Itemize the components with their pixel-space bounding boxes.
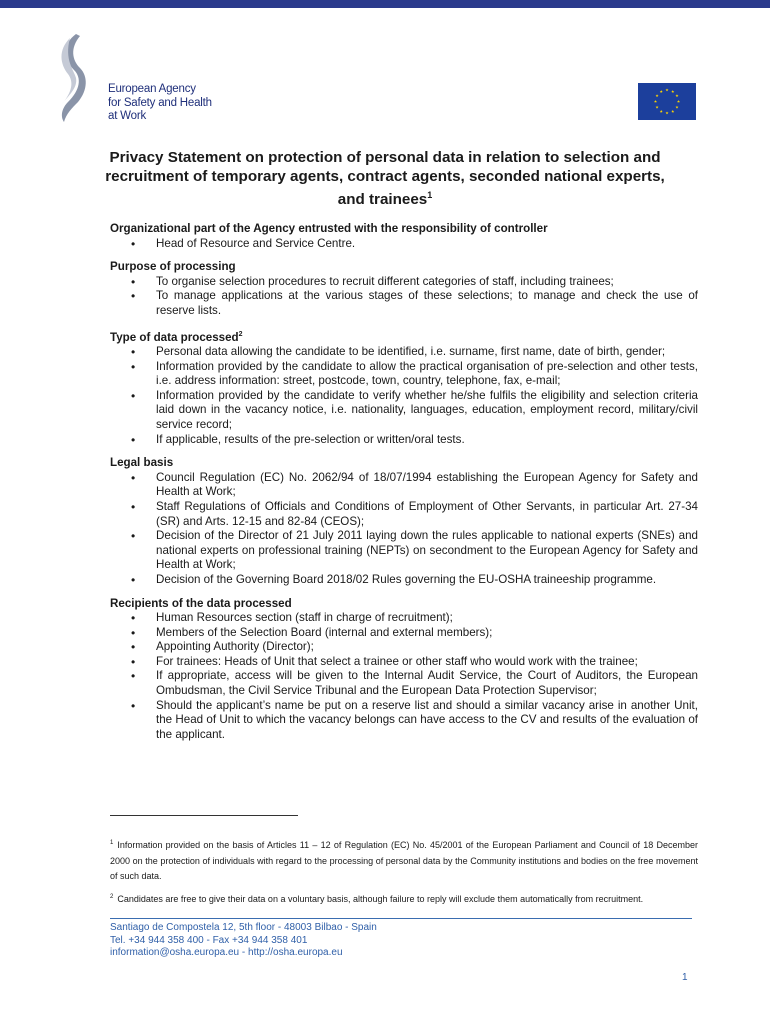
list-item bbox=[110, 500, 698, 529]
footnote-number: 1 bbox=[110, 840, 114, 846]
footer-divider bbox=[110, 918, 692, 919]
section-heading bbox=[110, 456, 698, 471]
footnote-text: Candidates are free to give their data on a voluntary basis, although failure to reply will exclude them automatically from recruitment. bbox=[117, 893, 644, 904]
list-item-text: Human Resources section (staff in charge of recruitment); bbox=[156, 611, 453, 625]
footer-phone: Tel. +34 944 358 400 - Fax +34 944 358 401 bbox=[110, 934, 308, 946]
top-color-bar bbox=[0, 0, 770, 8]
bullet-icon: • bbox=[131, 698, 136, 713]
section-heading-text: Purpose of processing bbox=[110, 260, 236, 274]
list-item-text: To organise selection procedures to recruit different categories of staff, including trainees; bbox=[156, 274, 614, 288]
heading-footnote-ref: 2 bbox=[238, 330, 243, 338]
bullet-list bbox=[110, 275, 698, 319]
list-item-text: Members of the Selection Board (internal and external members); bbox=[156, 625, 493, 639]
page-footer bbox=[110, 922, 377, 960]
bullet-icon: • bbox=[131, 470, 136, 485]
list-item-text: Staff Regulations of Officials and Conditions of Employment of Other Servants, in particular Art. 27-34 (SR) and Arts. 12-15 and 82-84 (CEOS); bbox=[156, 499, 698, 528]
list-item-text: To manage applications at the various stages of these selections; to manage and check the use of reserve lists. bbox=[156, 289, 698, 317]
bullet-icon: • bbox=[131, 359, 136, 374]
eu-flag-icon bbox=[638, 83, 696, 120]
bullet-icon: • bbox=[131, 572, 136, 587]
bullet-icon: • bbox=[131, 529, 136, 544]
list-item-text: If appropriate, access will be given to the Internal Audit Service, the Court of Auditors, the European Ombudsman, the Civil Service Tribunal and the European Data Protection Supervisor; bbox=[156, 669, 698, 698]
list-item-text: Information provided by the candidate to allow the practical organisation of pre-selection and other tests, i.e. address information: street, postcode, town, country, telephone, fax, e-mail; bbox=[156, 359, 698, 388]
bullet-icon: • bbox=[131, 669, 136, 684]
list-item bbox=[110, 573, 698, 588]
footnote bbox=[110, 838, 698, 885]
logo-line: at Work bbox=[108, 110, 147, 122]
footer-address: Santiago de Compostela 12, 5th floor - 48003 Bilbao - Spain bbox=[110, 922, 377, 933]
section bbox=[110, 222, 698, 251]
bullet-list bbox=[110, 611, 698, 742]
list-item-text: Head of Resource and Service Centre. bbox=[156, 236, 356, 250]
bullet-icon: • bbox=[131, 388, 136, 403]
footer-contact[interactable]: information@osha.europa.eu - http://osha.europa.eu bbox=[110, 947, 343, 958]
agency-logo-text bbox=[108, 83, 212, 124]
footnote-divider bbox=[110, 815, 298, 816]
list-item bbox=[110, 655, 698, 670]
title-footnote-ref: 1 bbox=[427, 190, 433, 200]
bullet-list bbox=[110, 345, 698, 447]
list-item bbox=[110, 275, 698, 290]
bullet-icon: • bbox=[131, 236, 136, 251]
section-heading bbox=[110, 328, 698, 345]
list-item-text: Personal data allowing the candidate to be identified, i.e. surname, first name, date of birth, gender; bbox=[156, 345, 666, 359]
section bbox=[110, 260, 698, 318]
section-heading bbox=[110, 260, 698, 275]
list-item bbox=[110, 626, 698, 641]
bullet-icon: • bbox=[131, 654, 136, 669]
section bbox=[110, 456, 698, 587]
bullet-icon: • bbox=[131, 611, 136, 626]
section bbox=[110, 597, 698, 743]
list-item-text: Decision of the Governing Board 2018/02 Rules governing the EU-OSHA traineeship programme. bbox=[156, 572, 657, 586]
bullet-icon: • bbox=[131, 625, 136, 640]
section-heading bbox=[110, 222, 698, 237]
section bbox=[110, 328, 698, 448]
list-item bbox=[110, 433, 698, 448]
bullet-icon: • bbox=[131, 289, 136, 304]
list-item-text: Appointing Authority (Director); bbox=[156, 640, 314, 654]
section-heading bbox=[110, 597, 698, 612]
list-item bbox=[110, 471, 698, 500]
page-number: 1 bbox=[682, 972, 688, 983]
document-body bbox=[110, 222, 698, 751]
list-item bbox=[110, 360, 698, 389]
page-title bbox=[100, 149, 670, 210]
bullet-icon: • bbox=[131, 499, 136, 514]
bullet-list bbox=[110, 237, 698, 252]
section-heading-text: Type of data processed bbox=[110, 330, 239, 344]
list-item bbox=[110, 289, 698, 318]
section-heading-text: Organizational part of the Agency entrusted with the responsibility of controller bbox=[110, 222, 548, 235]
list-item-text: For trainees: Heads of Unit that select a trainee or other staff who would work with the trainee; bbox=[156, 654, 638, 668]
list-item bbox=[110, 699, 698, 743]
bullet-icon: • bbox=[131, 432, 136, 447]
logo-line: for Safety and Health bbox=[108, 96, 212, 109]
footnotes bbox=[110, 838, 698, 914]
logo-line: European Agency bbox=[108, 83, 196, 95]
section-heading-text: Legal basis bbox=[110, 456, 174, 470]
footnote-text: Information provided on the basis of Articles 11 – 12 of Regulation (EC) No. 45/2001 of the European Parliament and Council of 18 December 2000 on the protection of individuals with regard to the processing of personal data by the Community institutions and bodies on the free movement of such data. bbox=[110, 840, 698, 881]
list-item-text: Decision of the Director of 21 July 2011 laying down the rules applicable to national experts (SNEs) and national experts on professional training (NEPTs) on secondment to the European Agency for Safety and Health at Work; bbox=[156, 529, 698, 572]
bullet-icon: • bbox=[131, 640, 136, 655]
list-item-text: Council Regulation (EC) No. 2062/94 of 18/07/1994 establishing the European Agency for Safety and Health at Work; bbox=[156, 470, 698, 499]
list-item bbox=[110, 237, 698, 252]
title-text: Privacy Statement on protection of personal data in relation to selection and recruitment of temporary agents, contract agents, seconded national experts, and trainees bbox=[105, 149, 665, 209]
list-item bbox=[110, 529, 698, 573]
list-item bbox=[110, 389, 698, 433]
bullet-list bbox=[110, 471, 698, 588]
list-item bbox=[110, 640, 698, 655]
list-item bbox=[110, 611, 698, 626]
bullet-icon: • bbox=[131, 274, 136, 289]
bullet-icon: • bbox=[131, 345, 136, 360]
section-heading-text: Recipients of the data processed bbox=[110, 596, 292, 610]
footnote bbox=[110, 892, 698, 908]
list-item-text: If applicable, results of the pre-selection or written/oral tests. bbox=[156, 432, 465, 446]
list-item bbox=[110, 345, 698, 360]
list-item-text: Should the applicant’s name be put on a reserve list and should a similar vacancy arise in another Unit, the Head of Unit to which the vacancy belongs can have access to the CV and results of the evaluation of the applicant. bbox=[156, 698, 698, 741]
list-item bbox=[110, 669, 698, 698]
list-item-text: Information provided by the candidate to verify whether he/she fulfils the eligibility and selection criteria laid down in the vacancy notice, i.e. nationality, languages, education, employment record, military/civil service record; bbox=[156, 388, 698, 431]
footnote-number: 2 bbox=[110, 893, 114, 900]
